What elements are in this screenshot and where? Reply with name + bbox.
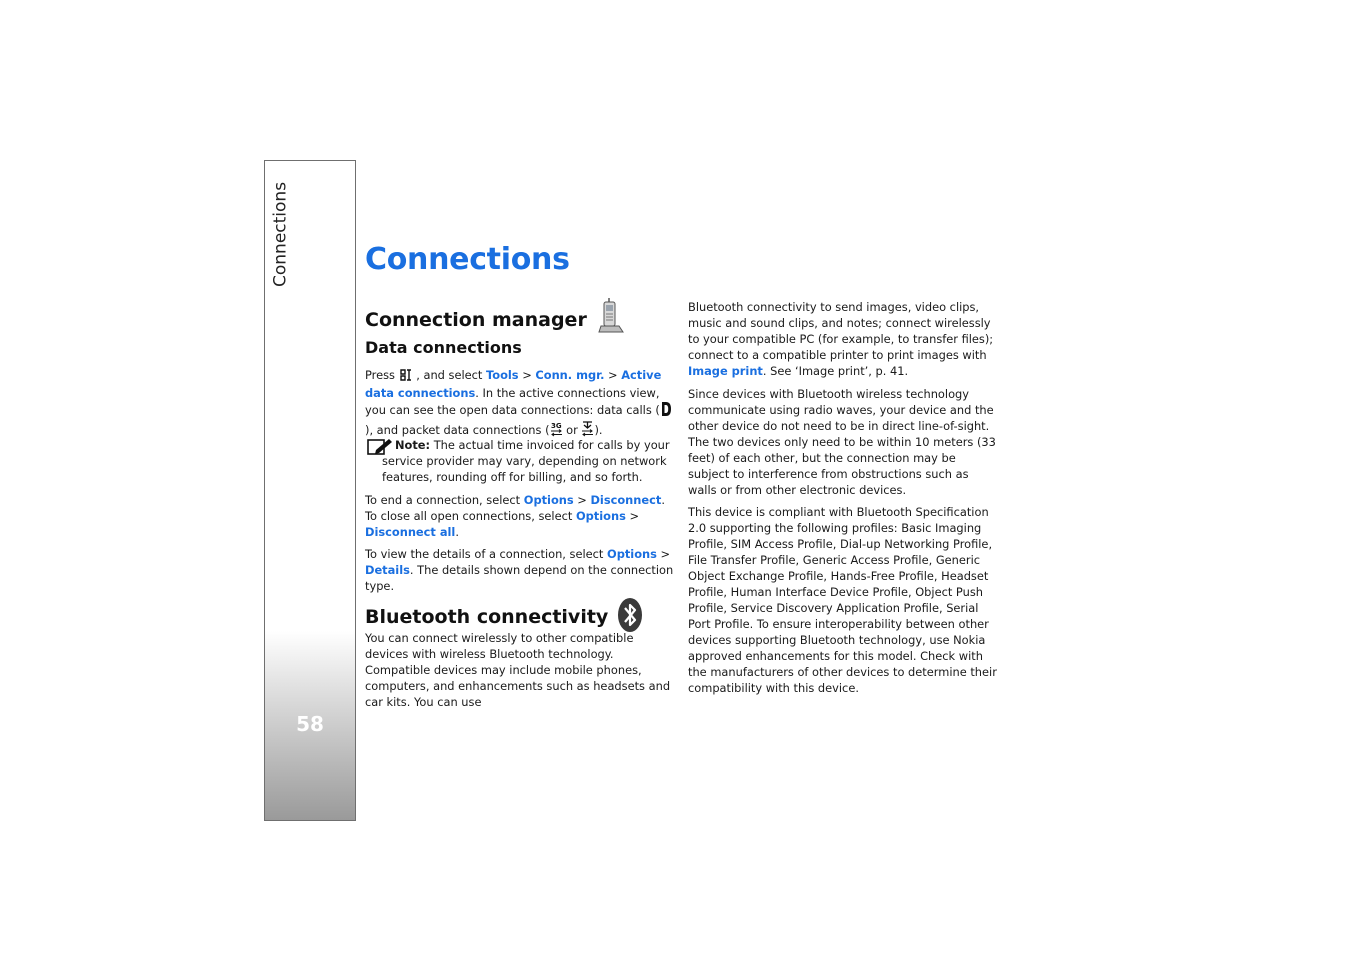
text-run: >	[656, 547, 671, 561]
text-run: Bluetooth connectivity to send images, video clips, music and sound clips, and notes; connect wirelessly to your compatible PC (for example, to transfer files); connect to a compatible printer to print images with	[688, 300, 994, 362]
text-run: >	[573, 493, 591, 507]
note-paragraph	[382, 437, 672, 485]
text-run: >	[518, 368, 536, 382]
note-text: The actual time invoiced for calls by your service provider may vary, depending on network features, rounding off for billing, and so forth.	[382, 438, 670, 484]
menu-options: Options	[575, 509, 626, 523]
page-number: 58	[296, 712, 324, 736]
text-run: To end a connection, select	[365, 493, 524, 507]
text-run: Press	[365, 368, 399, 382]
data-connections-paragraph	[365, 367, 673, 441]
svg-text:3G: 3G	[550, 422, 562, 430]
menu-options: Options	[523, 493, 574, 507]
details-paragraph	[365, 546, 677, 594]
text-run: >	[604, 368, 622, 382]
sidebar-chapter-label: Connections	[270, 181, 291, 287]
text-run: ).	[594, 423, 603, 437]
text-run: >	[625, 509, 640, 523]
text-run: or	[562, 423, 582, 437]
page-title: Connections	[365, 242, 570, 277]
text-run: . See ‘Image print’, p. 41.	[762, 364, 909, 378]
menu-disconnect: Disconnect	[590, 493, 662, 507]
text-run: . The details shown depend on the connection type.	[365, 563, 674, 593]
menu-conn-mgr: Conn. mgr.	[535, 368, 605, 382]
menu-disconnect-all: Disconnect all	[365, 525, 456, 539]
menu-tools: Tools	[486, 368, 519, 382]
text-run: ), and packet data connections (	[365, 423, 550, 437]
data-connections-heading: Data connections	[365, 338, 522, 357]
bluetooth-paragraph-2	[688, 299, 998, 379]
bluetooth-paragraph-1: You can connect wirelessly to other compatible devices with wireless Bluetooth technology. Compatible devices may include mobile phones, computers, and enhancements such as headsets and car kits. You can use	[365, 631, 671, 709]
connection-manager-icon	[597, 298, 625, 339]
connection-manager-heading	[365, 298, 625, 339]
menu-active-data-connections: Active data connections	[365, 368, 662, 400]
menu-key-icon	[399, 369, 413, 385]
data-call-icon	[660, 401, 672, 421]
text-run: To view the details of a connection, select	[365, 547, 608, 561]
bluetooth-paragraph-3: Since devices with Bluetooth wireless technology communicate using radio waves, your device and the other device do not need to be in direct line-of-sight. The two devices only need to be within 10 meters (33 feet) of each other, but the connection may be subject to interference from obstructions such as walls or from other electronic devices.	[688, 387, 996, 497]
menu-options: Options	[607, 547, 657, 561]
bluetooth-heading-text: Bluetooth connectivity	[365, 606, 609, 628]
menu-details: Details	[365, 563, 410, 577]
note-label: Note:	[395, 438, 431, 452]
bluetooth-paragraph-4: This device is compliant with Bluetooth Specification 2.0 supporting the following profiles: Basic Imaging Profile, SIM Access Profile, Dial-up Networking Profile, File Transfer Profile, Generic Access Profile, Generic Object Exchange Profile, Hands-Free Profile, Headset Profile, Human Interface Device Profile, Object Push Profile, Service Discovery Application Profile, Serial Port Profile. To ensure interoperability between other devices supporting Bluetooth technology, use Nokia approved enhancements for this model. Check with the manufacturers of other devices to determine their compatibility with this device.	[688, 505, 997, 695]
connection-manager-heading-text: Connection manager	[365, 309, 587, 331]
text-run: . To close all open connections, select	[365, 493, 665, 523]
text-run: , and select	[416, 368, 486, 382]
menu-image-print: Image print	[688, 364, 763, 378]
text-run: .	[455, 525, 459, 539]
text-run: . In the active connections view, you can see the open data connections: data calls (	[365, 386, 660, 417]
disconnect-paragraph	[365, 492, 673, 540]
